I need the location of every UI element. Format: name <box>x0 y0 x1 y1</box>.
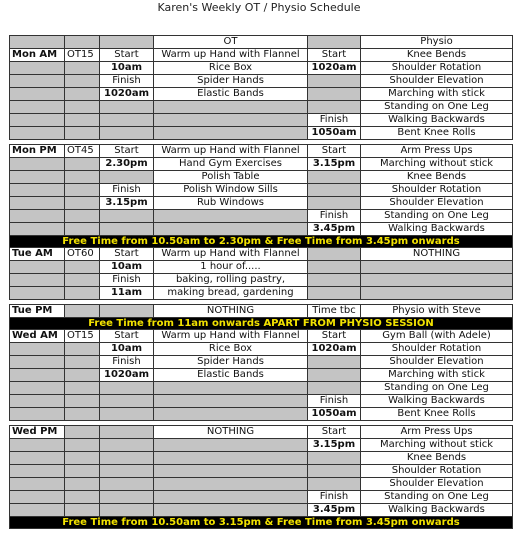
ot-task: Polish Window Sills <box>154 184 308 197</box>
physio-task: Shoulder Elevation <box>361 478 513 491</box>
ot-time: Start <box>100 330 154 343</box>
physio-time <box>308 197 361 210</box>
day-label: Tue PM <box>10 305 65 318</box>
schedule-row <box>10 197 513 210</box>
ot-time <box>100 171 154 184</box>
ot-time <box>100 408 154 421</box>
schedule-row <box>10 101 513 114</box>
header-ot: OT <box>154 36 308 49</box>
session-code <box>65 223 100 236</box>
day-label <box>10 75 65 88</box>
physio-task: Physio with Steve <box>361 305 513 318</box>
ot-time: Start <box>100 145 154 158</box>
free-time-banner <box>10 318 513 330</box>
ot-task: Warm up Hand with Flannel <box>154 330 308 343</box>
physio-task: Standing on One Leg <box>361 101 513 114</box>
ot-task <box>154 465 308 478</box>
session-code <box>65 504 100 517</box>
physio-task: Walking Backwards <box>361 223 513 236</box>
ot-time <box>100 210 154 223</box>
day-label <box>10 197 65 210</box>
day-label <box>10 210 65 223</box>
physio-time: Finish <box>308 395 361 408</box>
physio-time: 3.15pm <box>308 439 361 452</box>
ot-task <box>154 223 308 236</box>
day-label <box>10 62 65 75</box>
physio-task: Marching without stick <box>361 439 513 452</box>
physio-time: Finish <box>308 210 361 223</box>
ot-time <box>100 491 154 504</box>
physio-time: 1050am <box>308 408 361 421</box>
ot-task <box>154 114 308 127</box>
schedule-row <box>10 274 513 287</box>
ot-task <box>154 504 308 517</box>
session-code <box>65 382 100 395</box>
physio-task: Shoulder Elevation <box>361 75 513 88</box>
physio-task: Shoulder Rotation <box>361 465 513 478</box>
physio-time <box>308 261 361 274</box>
ot-task <box>154 439 308 452</box>
schedule-row <box>10 88 513 101</box>
schedule-row <box>10 248 513 261</box>
session-code <box>65 478 100 491</box>
day-label <box>10 127 65 140</box>
day-label <box>10 439 65 452</box>
schedule-row <box>10 356 513 369</box>
day-label <box>10 356 65 369</box>
ot-task <box>154 408 308 421</box>
session-code <box>65 197 100 210</box>
ot-time: 1020am <box>100 369 154 382</box>
physio-time: 1020am <box>308 343 361 356</box>
physio-task: Knee Bends <box>361 171 513 184</box>
ot-task <box>154 382 308 395</box>
header-physio-time-cell <box>308 36 361 49</box>
header-row <box>10 36 513 49</box>
ot-time: Finish <box>100 75 154 88</box>
schedule-row <box>10 305 513 318</box>
ot-task <box>154 127 308 140</box>
physio-time <box>308 452 361 465</box>
physio-task: Knee Bends <box>361 452 513 465</box>
ot-time: Finish <box>100 356 154 369</box>
day-label <box>10 369 65 382</box>
ot-task <box>154 101 308 114</box>
physio-task: Shoulder Rotation <box>361 343 513 356</box>
ot-task <box>154 395 308 408</box>
physio-time: 3.45pm <box>308 504 361 517</box>
schedule-row <box>10 184 513 197</box>
ot-time <box>100 382 154 395</box>
header-code-cell <box>65 36 100 49</box>
ot-time <box>100 101 154 114</box>
day-label <box>10 88 65 101</box>
ot-time <box>100 305 154 318</box>
free-time-text: Free Time from 10.50am to 2.30pm & Free Time from 3.45pm onwards <box>10 236 513 248</box>
ot-time: 10am <box>100 343 154 356</box>
schedule-row <box>10 369 513 382</box>
schedule-row <box>10 478 513 491</box>
physio-time <box>308 75 361 88</box>
physio-time <box>308 287 361 300</box>
physio-task: Shoulder Rotation <box>361 62 513 75</box>
ot-task: Rub Windows <box>154 197 308 210</box>
ot-time <box>100 223 154 236</box>
day-label <box>10 101 65 114</box>
schedule-row <box>10 75 513 88</box>
session-code <box>65 426 100 439</box>
session-code <box>65 127 100 140</box>
ot-task: Elastic Bands <box>154 88 308 101</box>
ot-task: Hand Gym Exercises <box>154 158 308 171</box>
day-label: Tue AM <box>10 248 65 261</box>
ot-task: NOTHING <box>154 426 308 439</box>
ot-task: baking, rolling pastry, <box>154 274 308 287</box>
physio-time <box>308 369 361 382</box>
day-label: Mon PM <box>10 145 65 158</box>
ot-task <box>154 491 308 504</box>
header-day-cell <box>10 36 65 49</box>
day-label <box>10 184 65 197</box>
physio-task: Marching with stick <box>361 88 513 101</box>
physio-time: 3.45pm <box>308 223 361 236</box>
session-code <box>65 114 100 127</box>
ot-task <box>154 210 308 223</box>
schedule-row <box>10 439 513 452</box>
session-code: OT15 <box>65 330 100 343</box>
physio-time <box>308 171 361 184</box>
physio-time <box>308 184 361 197</box>
day-label <box>10 287 65 300</box>
physio-time <box>308 274 361 287</box>
physio-time: 1050am <box>308 127 361 140</box>
ot-task <box>154 452 308 465</box>
physio-time <box>308 465 361 478</box>
ot-task: Spider Hands <box>154 75 308 88</box>
physio-task: Standing on One Leg <box>361 491 513 504</box>
physio-task <box>361 261 513 274</box>
physio-task: Walking Backwards <box>361 395 513 408</box>
physio-task: Standing on One Leg <box>361 210 513 223</box>
session-code <box>65 210 100 223</box>
day-label <box>10 478 65 491</box>
physio-task: NOTHING <box>361 248 513 261</box>
ot-task: Rice Box <box>154 62 308 75</box>
schedule-row <box>10 158 513 171</box>
session-code <box>65 62 100 75</box>
physio-time: Start <box>308 145 361 158</box>
physio-time <box>308 88 361 101</box>
ot-time <box>100 465 154 478</box>
schedule-row <box>10 491 513 504</box>
session-code <box>65 274 100 287</box>
session-code <box>65 369 100 382</box>
ot-time <box>100 452 154 465</box>
session-code <box>65 184 100 197</box>
session-code <box>65 305 100 318</box>
session-code: OT15 <box>65 49 100 62</box>
day-label <box>10 504 65 517</box>
ot-time: 10am <box>100 62 154 75</box>
day-label <box>10 491 65 504</box>
session-code <box>65 171 100 184</box>
session-code: OT60 <box>65 248 100 261</box>
physio-time <box>308 382 361 395</box>
ot-task: Elastic Bands <box>154 369 308 382</box>
session-code: OT45 <box>65 145 100 158</box>
ot-task: NOTHING <box>154 305 308 318</box>
ot-time <box>100 395 154 408</box>
physio-task: Walking Backwards <box>361 504 513 517</box>
ot-time: Start <box>100 248 154 261</box>
ot-task: Polish Table <box>154 171 308 184</box>
physio-task: Bent Knee Rolls <box>361 127 513 140</box>
physio-time <box>308 101 361 114</box>
ot-time: Start <box>100 49 154 62</box>
physio-task: Marching without stick <box>361 158 513 171</box>
day-label <box>10 382 65 395</box>
physio-time: Time tbc <box>308 305 361 318</box>
ot-time <box>100 127 154 140</box>
physio-task: Bent Knee Rolls <box>361 408 513 421</box>
physio-time: Start <box>308 330 361 343</box>
ot-time <box>100 439 154 452</box>
day-label <box>10 114 65 127</box>
physio-task: Knee Bends <box>361 49 513 62</box>
session-code <box>65 395 100 408</box>
ot-task: 1 hour of..... <box>154 261 308 274</box>
session-code <box>65 287 100 300</box>
header-physio: Physio <box>361 36 513 49</box>
day-label: Mon AM <box>10 49 65 62</box>
day-label <box>10 158 65 171</box>
physio-time: Finish <box>308 114 361 127</box>
header-ot-time-cell <box>100 36 154 49</box>
free-time-banner <box>10 236 513 248</box>
schedule-row <box>10 426 513 439</box>
schedule-row <box>10 287 513 300</box>
session-code <box>65 439 100 452</box>
session-code <box>65 261 100 274</box>
session-code <box>65 356 100 369</box>
schedule-row <box>10 223 513 236</box>
physio-time <box>308 478 361 491</box>
physio-task: Arm Press Ups <box>361 145 513 158</box>
physio-time: Start <box>308 49 361 62</box>
schedule-row <box>10 452 513 465</box>
free-time-banner <box>10 517 513 529</box>
schedule-body <box>10 36 513 529</box>
physio-task: Shoulder Rotation <box>361 184 513 197</box>
physio-task <box>361 287 513 300</box>
ot-time: Finish <box>100 184 154 197</box>
page-title: Karen's Weekly OT / Physio Schedule <box>157 1 361 14</box>
day-label: Wed AM <box>10 330 65 343</box>
day-label: Wed PM <box>10 426 65 439</box>
physio-time: 1020am <box>308 62 361 75</box>
schedule-table <box>9 35 513 529</box>
ot-time: 3.15pm <box>100 197 154 210</box>
ot-task: Rice Box <box>154 343 308 356</box>
day-label <box>10 223 65 236</box>
physio-time: Start <box>308 426 361 439</box>
ot-task <box>154 478 308 491</box>
session-code <box>65 75 100 88</box>
physio-task: Arm Press Ups <box>361 426 513 439</box>
physio-time <box>308 356 361 369</box>
schedule-row <box>10 261 513 274</box>
session-code <box>65 158 100 171</box>
day-label <box>10 408 65 421</box>
schedule-row <box>10 114 513 127</box>
schedule-row <box>10 395 513 408</box>
day-label <box>10 171 65 184</box>
day-label <box>10 261 65 274</box>
physio-time: 3.15pm <box>308 158 361 171</box>
ot-task: Warm up Hand with Flannel <box>154 49 308 62</box>
schedule-row <box>10 330 513 343</box>
ot-task: Warm up Hand with Flannel <box>154 248 308 261</box>
session-code <box>65 101 100 114</box>
ot-time <box>100 478 154 491</box>
ot-time: 2.30pm <box>100 158 154 171</box>
ot-task: Spider Hands <box>154 356 308 369</box>
ot-time: 1020am <box>100 88 154 101</box>
ot-task: Warm up Hand with Flannel <box>154 145 308 158</box>
ot-time: Finish <box>100 274 154 287</box>
schedule-row <box>10 49 513 62</box>
free-time-text: Free Time from 10.50am to 3.15pm & Free Time from 3.45pm onwards <box>10 517 513 529</box>
schedule-row <box>10 62 513 75</box>
free-time-text: Free Time from 11am onwards APART FROM PHYSIO SESSION <box>10 318 513 330</box>
ot-time <box>100 504 154 517</box>
session-code <box>65 491 100 504</box>
ot-time: 10am <box>100 261 154 274</box>
physio-task: Gym Ball (with Adele) <box>361 330 513 343</box>
ot-time <box>100 114 154 127</box>
schedule-row <box>10 145 513 158</box>
ot-task: making bread, gardening <box>154 287 308 300</box>
schedule-row <box>10 408 513 421</box>
session-code <box>65 452 100 465</box>
schedule-row <box>10 127 513 140</box>
session-code <box>65 343 100 356</box>
schedule-row <box>10 504 513 517</box>
physio-task: Shoulder Elevation <box>361 197 513 210</box>
session-code <box>65 465 100 478</box>
session-code <box>65 88 100 101</box>
ot-time: 11am <box>100 287 154 300</box>
day-label <box>10 465 65 478</box>
session-code <box>65 408 100 421</box>
physio-task: Shoulder Elevation <box>361 356 513 369</box>
physio-task: Walking Backwards <box>361 114 513 127</box>
schedule-row <box>10 343 513 356</box>
physio-task <box>361 274 513 287</box>
day-label <box>10 395 65 408</box>
ot-time <box>100 426 154 439</box>
physio-time <box>308 248 361 261</box>
physio-task: Standing on One Leg <box>361 382 513 395</box>
schedule-row <box>10 210 513 223</box>
schedule-row <box>10 465 513 478</box>
physio-task: Marching with stick <box>361 369 513 382</box>
schedule-row <box>10 382 513 395</box>
day-label <box>10 343 65 356</box>
day-label <box>10 452 65 465</box>
schedule-row <box>10 171 513 184</box>
day-label <box>10 274 65 287</box>
physio-time: Finish <box>308 491 361 504</box>
